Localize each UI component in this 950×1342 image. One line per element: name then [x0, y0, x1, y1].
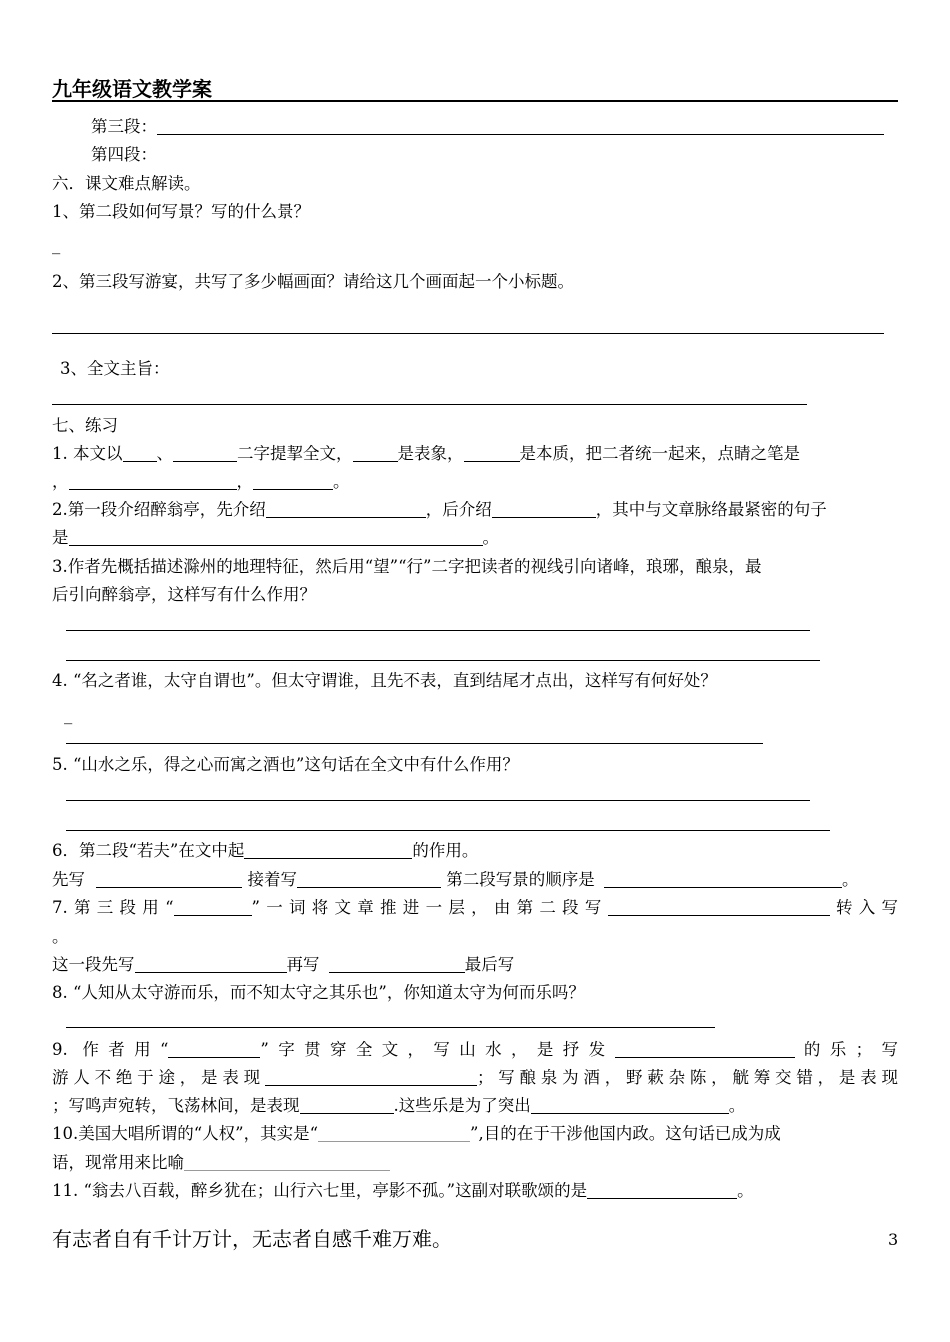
text: 7.第三段用“	[52, 898, 174, 917]
section-6-q1-mark: _	[52, 235, 61, 254]
answer-blank[interactable]	[604, 870, 842, 888]
exercise-3-line-2: 后引向醉翁亭，这样写有什么作用？	[52, 585, 316, 604]
exercise-6-line-2	[52, 869, 859, 891]
answer-blank[interactable]	[96, 870, 242, 888]
exercise-6-line-1	[52, 840, 478, 862]
text: 。	[728, 1096, 746, 1115]
header-rule	[52, 100, 898, 102]
text: 6．第二段“若夫”在文中起	[52, 841, 245, 860]
text: ”,目的在于干涉他国内政。这句话已成为成	[470, 1124, 781, 1143]
exercise-9-line-2	[52, 1067, 898, 1089]
exercise-1-line-1	[52, 443, 800, 465]
text: ，	[52, 472, 69, 491]
text: ”一词将文章推进一层，由第二段写	[251, 898, 608, 917]
exercise-1-line-2	[52, 471, 350, 493]
answer-line[interactable]	[52, 404, 807, 405]
answer-line[interactable]	[66, 630, 810, 631]
text: 转入写	[829, 898, 898, 917]
section-7-heading: 七、练习	[52, 416, 118, 435]
section-6-heading: 六．课文难点解读。	[52, 174, 201, 193]
exercise-7-line-3	[52, 954, 514, 976]
answer-blank[interactable]	[615, 1040, 795, 1058]
answer-blank[interactable]	[464, 444, 520, 462]
answer-blank[interactable]	[297, 870, 441, 888]
text: ，	[236, 472, 253, 491]
text: 。	[842, 870, 859, 889]
answer-line[interactable]	[66, 660, 820, 661]
answer-blank[interactable]	[157, 117, 884, 135]
text: 第二段写景的顺序是	[446, 870, 595, 889]
text: 9. 作者用“	[52, 1040, 169, 1059]
answer-blank[interactable]	[318, 1124, 470, 1142]
answer-blank[interactable]	[244, 841, 412, 859]
answer-blank[interactable]	[174, 898, 252, 916]
text: ；写酿泉为酒，野蔌杂陈，觥筹交错，是表现	[476, 1068, 899, 1087]
answer-blank[interactable]	[265, 1068, 477, 1086]
answer-blank[interactable]	[168, 1040, 260, 1058]
answer-blank[interactable]	[135, 955, 287, 973]
answer-line[interactable]	[66, 1027, 715, 1028]
text: ”字贯穿全文，写山水，是抒发	[260, 1040, 615, 1059]
text: 11. “翁去八百载，醉乡犹在；山行六七里，亭影不孤。”这副对联歌颂的是	[52, 1181, 588, 1200]
answer-line[interactable]	[52, 333, 884, 334]
exercise-2-line-2	[52, 527, 499, 549]
answer-blank[interactable]	[69, 472, 237, 490]
text: 1. 本文以	[52, 444, 123, 463]
exercise-4-mark: _	[64, 705, 73, 724]
text: 的作用。	[412, 841, 479, 860]
section-6-question-3: 3、全文主旨：	[60, 359, 170, 378]
text: 接着写	[247, 870, 297, 889]
answer-blank[interactable]	[184, 1153, 390, 1171]
answer-blank[interactable]	[266, 500, 426, 518]
exercise-3-line-1: 3.作者先概括描述滁州的地理特征，然后用“望”“行”二字把读者的视线引向诸峰，琅琊，酿泉，最	[52, 557, 762, 576]
exercise-9-line-3	[52, 1095, 745, 1117]
exercise-10-line-1	[52, 1123, 781, 1145]
answer-blank[interactable]	[253, 472, 333, 490]
text: 游人不绝于途，是表现	[52, 1068, 265, 1087]
exercise-5-question: 5. “山水之乐，得之心而寓之酒也”这句话在全文中有什么作用？	[52, 755, 519, 774]
footer-motto: 有志者自有千计万计，无志者自感千难万难。	[52, 1227, 452, 1251]
section-6-question-1: 1、第二段如何写景？写的什么景？	[52, 202, 310, 221]
answer-line[interactable]	[66, 800, 810, 801]
outline-paragraph-4: 第四段：	[91, 145, 157, 164]
exercise-11	[52, 1180, 754, 1202]
text: 、	[156, 444, 173, 463]
text: ，后介绍	[425, 500, 492, 519]
text: 的乐；写	[794, 1040, 898, 1059]
answer-blank[interactable]	[587, 1181, 737, 1199]
answer-blank[interactable]	[492, 500, 596, 518]
text: 。	[333, 472, 350, 491]
exercise-7-line-1	[52, 897, 898, 919]
exercise-2-line-1	[52, 499, 827, 521]
text: 最后写	[464, 955, 515, 974]
page-number: 3	[888, 1230, 899, 1249]
exercise-8-question: 8. “人知从太守游而乐，而不知太守之其乐也”，你知道太守为何而乐吗？	[52, 983, 585, 1002]
text: ，其中与文章脉络最紧密的句子	[595, 500, 827, 519]
answer-blank[interactable]	[123, 444, 157, 462]
answer-blank[interactable]	[173, 444, 237, 462]
exercise-10-line-2	[52, 1152, 390, 1174]
answer-line[interactable]	[66, 830, 830, 831]
text: 10.美国大唱所谓的“人权”，其实是“	[52, 1124, 319, 1143]
text: 二字提挈全文，	[237, 444, 353, 463]
text: 语，现常用来比喻	[52, 1153, 184, 1172]
answer-blank[interactable]	[608, 898, 830, 916]
outline-p3-label: 第三段：	[91, 117, 157, 136]
answer-blank[interactable]	[329, 955, 465, 973]
answer-line[interactable]	[66, 743, 763, 744]
text: 再写	[286, 955, 320, 974]
text: 2.第一段介绍醉翁亭，先介绍	[52, 500, 266, 519]
exercise-7-line-2: 。	[52, 927, 69, 946]
text: 先写	[52, 870, 85, 889]
text: 是表象，	[397, 444, 464, 463]
text: 这一段先写	[52, 955, 135, 974]
answer-blank[interactable]	[69, 528, 483, 546]
text: .这些乐是为了突出	[393, 1096, 531, 1115]
text: 是	[52, 528, 69, 547]
page-title: 九年级语文教学案	[52, 77, 212, 101]
text: 。	[737, 1181, 754, 1200]
outline-paragraph-3	[91, 116, 884, 138]
exercise-9-line-1	[52, 1039, 898, 1061]
answer-blank[interactable]	[531, 1096, 729, 1114]
exercise-4-question: 4. “名之者谁，太守自谓也”。但太守谓谁，且先不表，直到结尾才点出，这样写有何好处？	[52, 671, 717, 690]
text: 是本质，把二者统一起来，点睛之笔是	[519, 444, 800, 463]
text: 。	[482, 528, 499, 547]
section-6-question-2: 2、第三段写游宴，共写了多少幅画面？请给这几个画面起一个小标题。	[52, 272, 574, 291]
text: ；写鸣声宛转，飞荡林间，是表现	[52, 1096, 300, 1115]
answer-blank[interactable]	[300, 1096, 394, 1114]
answer-blank[interactable]	[353, 444, 398, 462]
